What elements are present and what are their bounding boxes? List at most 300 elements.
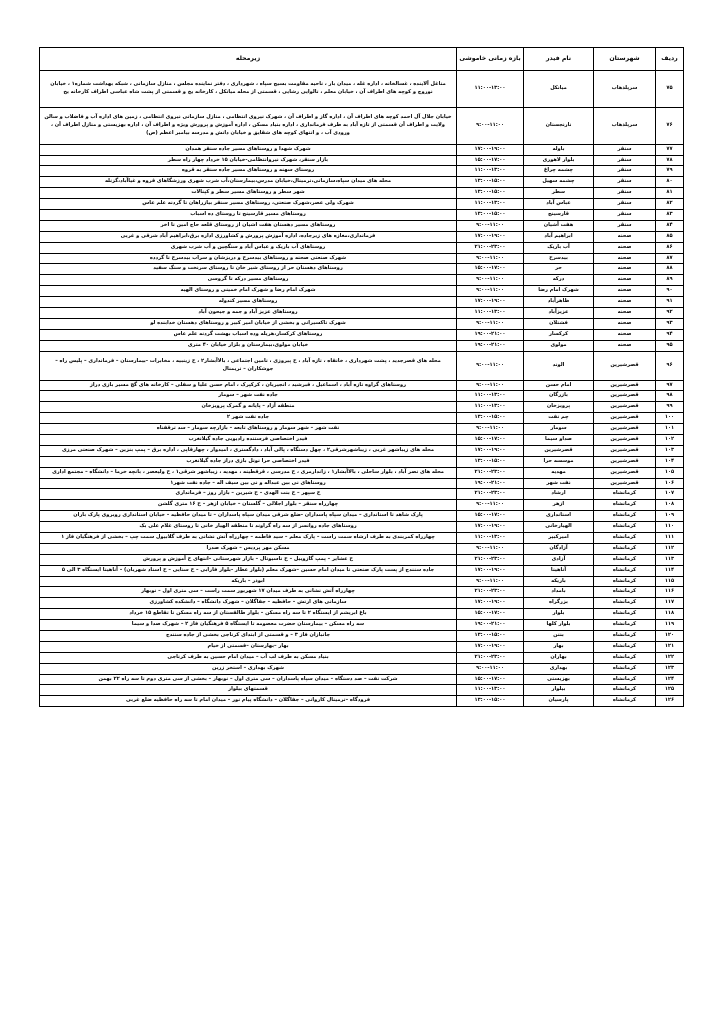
cell-subarea: روستای سهنه و روستاهای مسیر جاده سنقر به قروه: [40, 166, 457, 177]
cell-radif: ۱۱۸: [656, 609, 684, 620]
cell-time: ۱۱:۰۰-۱۳:۰۰: [457, 685, 524, 696]
table-body: [40, 70, 684, 707]
cell-feeder: پارسیان: [524, 696, 594, 707]
table-row: [40, 685, 684, 696]
cell-radif: ۱۲۵: [656, 685, 684, 696]
table-row: [40, 107, 684, 144]
cell-time: ۱۳:۰۰-۱۵:۰۰: [457, 209, 524, 220]
cell-time: ۹:۰۰-۱۱:۰۰: [457, 380, 524, 391]
cell-radif: ۱۱۱: [656, 533, 684, 544]
cell-city: سنقر: [594, 155, 656, 166]
cell-subarea: شهرک صنعتی صحنه و روستاهای بیدسرخ و دریزشان و سراب بیدسرخ تا گردده: [40, 253, 457, 264]
cell-city: کرمانشاه: [594, 587, 656, 598]
table-row: [40, 242, 684, 253]
cell-radif: ۷۹: [656, 166, 684, 177]
cell-feeder: بامداد: [524, 587, 594, 598]
table-row: [40, 500, 684, 511]
cell-subarea: مسکن مهر پردیس – شهرک صدرا: [40, 543, 457, 554]
cell-time: ۹:۰۰-۱۱:۰۰: [457, 286, 524, 297]
cell-time: ۹:۰۰-۱۱:۰۰: [457, 351, 524, 380]
cell-feeder: بلوار: [524, 609, 594, 620]
cell-feeder: امیرکبیر: [524, 533, 594, 544]
cell-radif: ۸۸: [656, 264, 684, 275]
cell-feeder: قارسینج: [524, 209, 594, 220]
cell-subarea: جانبازان فاز ۳ – و قسمتی از ابتدای کرناجی بخشی از جاده سنندج: [40, 631, 457, 642]
table-row: [40, 391, 684, 402]
table-row: [40, 380, 684, 391]
cell-feeder: میانکل: [524, 70, 594, 107]
cell-city: کرمانشاه: [594, 631, 656, 642]
cell-radif: ۱۱۲: [656, 543, 684, 554]
cell-time: ۹:۰۰-۱۱:۰۰: [457, 220, 524, 231]
table-row: [40, 663, 684, 674]
table-row: [40, 209, 684, 220]
cell-radif: ۸۷: [656, 253, 684, 264]
cell-subarea: قسمتهای بیلوار: [40, 685, 457, 696]
cell-radif: ۸۴: [656, 220, 684, 231]
cell-subarea: روستاهای عزیز آباد و جمه و جیحون آباد: [40, 307, 457, 318]
cell-time: ۱۹:۰۰-۲۱:۰۰: [457, 478, 524, 489]
cell-subarea: منطقه آزاد – پایانه و گمرک پرویزخان: [40, 402, 457, 413]
cell-subarea: سازمانی های ارتش – حافظیه – جفاگلان – شهرک دانشگاه – دانشکده کشاورزی: [40, 598, 457, 609]
table-row: [40, 199, 684, 210]
cell-time: ۱۳:۰۰-۱۵:۰۰: [457, 631, 524, 642]
cell-subarea: چهارراه کمربندی به طرف ارشاه سمت راست – پارک معلم – سید فاطمه – چهارراه آتش نشانی به طرف گلابیول سمت چپ – بخشی از فرهنگیان فاز ۱: [40, 533, 457, 544]
cell-feeder: بهاران: [524, 652, 594, 663]
cell-feeder: بلوار کلها: [524, 620, 594, 631]
column-header-shahrestan: شهرستان: [594, 48, 656, 71]
table-row: [40, 402, 684, 413]
table-row: [40, 318, 684, 329]
cell-time: ۹:۰۰-۱۱:۰۰: [457, 253, 524, 264]
table-row: [40, 489, 684, 500]
cell-radif: ۱۰۷: [656, 489, 684, 500]
cell-time: ۹:۰۰-۱۱:۰۰: [457, 543, 524, 554]
table-row: [40, 565, 684, 576]
cell-subarea: جاده نفت شهر – سومار: [40, 391, 457, 402]
cell-subarea: باغ ابریشم از ایستگاه ۲ تا سه راه مسکن – بلوار طالقستان از سه راه مسکن تا تقاطع ۱۵ خرداد: [40, 609, 457, 620]
cell-subarea: جاده سنندج از پست پارک صنعتی تا میدان امام حسین –شهرک معلم (بلوار عطار -بلوار فارابی – خ سنایی – خ اسناد شهربان) – آناهیتا ایستگاه ۳ الی ۵: [40, 565, 457, 576]
cell-feeder: سطر: [524, 188, 594, 199]
cell-feeder: الوند: [524, 351, 594, 380]
cell-subarea: فرودگاه –ترمینال کاروانی – جفاگلان – دانشگاه پیام نور – میدان امام تا سه راه حافظیه ضلع غربی: [40, 696, 457, 707]
cell-city: قصرشیرین: [594, 434, 656, 445]
cell-feeder: قصرشیرین: [524, 445, 594, 456]
cell-feeder: درکه: [524, 275, 594, 286]
cell-subarea: شهرک شهدا و روستاهای مسیر جاده سنقر همدان: [40, 144, 457, 155]
cell-radif: ۹۰: [656, 286, 684, 297]
cell-radif: ۱۰۶: [656, 478, 684, 489]
cell-feeder: ازهر: [524, 500, 594, 511]
cell-subarea: شرکت نفت – صد دستگاه – میدان سپاه پاسداران – سی متری اول – نوبهار – بخشی از سی متری دوم تا سه راه ۲۲ بهمن: [40, 674, 457, 685]
column-header-feeder: نام فیدر: [524, 48, 594, 71]
cell-subarea: شهرک امام رضا و شهرک امام خمینی و روستای الهیه: [40, 286, 457, 297]
cell-city: قصرشیرین: [594, 467, 656, 478]
cell-feeder: صداو سیما: [524, 434, 594, 445]
table-row: [40, 652, 684, 663]
cell-city: کرمانشاه: [594, 554, 656, 565]
cell-time: ۱۱:۰۰-۱۳:۰۰: [457, 533, 524, 544]
table-row: [40, 286, 684, 297]
cell-city: صحنه: [594, 231, 656, 242]
cell-time: ۲۱:۰۰-۲۳:۰۰: [457, 489, 524, 500]
table-row: [40, 155, 684, 166]
table-row: [40, 533, 684, 544]
cell-subarea: بازار سنقر، شهرک نیروانتظامی-خیابان ۱۵ خرداد چهار راه سطر: [40, 155, 457, 166]
table-row: [40, 231, 684, 242]
cell-feeder: الهیارخانی: [524, 522, 594, 533]
table-row: [40, 631, 684, 642]
table-row: [40, 351, 684, 380]
cell-city: سرپلذهاب: [594, 70, 656, 107]
table-row: [40, 641, 684, 652]
cell-radif: ۱۲۶: [656, 696, 684, 707]
cell-time: ۹:۰۰-۱۱:۰۰: [457, 318, 524, 329]
cell-city: کرمانشاه: [594, 533, 656, 544]
cell-time: ۱۱:۰۰-۱۳:۰۰: [457, 391, 524, 402]
cell-radif: ۱۰۰: [656, 413, 684, 424]
table-row: [40, 177, 684, 188]
cell-subarea: بهار –بهارستان –قسمتی از خیام: [40, 641, 457, 652]
cell-time: ۱۷:۰۰-۱۹:۰۰: [457, 297, 524, 308]
cell-city: قصرشیرین: [594, 478, 656, 489]
cell-time: ۹:۰۰-۱۱:۰۰: [457, 424, 524, 435]
table-row: [40, 220, 684, 231]
cell-city: کرمانشاه: [594, 696, 656, 707]
cell-time: ۱۳:۰۰-۱۵:۰۰: [457, 413, 524, 424]
cell-radif: ۸۳: [656, 209, 684, 220]
cell-radif: ۹۹: [656, 402, 684, 413]
cell-feeder: موسسه حرا: [524, 456, 594, 467]
cell-feeder: پرویزخان: [524, 402, 594, 413]
cell-city: کرمانشاه: [594, 511, 656, 522]
cell-subarea: روستاهای مسیر دهستان هفت اشیان از روستای قلعه حاج امین تا اخر: [40, 220, 457, 231]
table-row: [40, 275, 684, 286]
cell-city: کرمانشاه: [594, 685, 656, 696]
table-row: [40, 264, 684, 275]
cell-radif: ۹۳: [656, 318, 684, 329]
cell-city: سنقر: [594, 220, 656, 231]
cell-subarea: چهارراه سنقر – بلوار اجلالی – گلستان – خیابان ازهر – خ ۱۶ متری گلشن: [40, 500, 457, 511]
cell-time: ۱۳:۰۰-۱۵:۰۰: [457, 188, 524, 199]
cell-subarea: سه راه مسکن – بیمارستان حضرت معصومه تا ایستگاه ۵ فرهنگیان فاز ۲ – شهرک صدا و سیما: [40, 620, 457, 631]
cell-radif: ۱۱۵: [656, 576, 684, 587]
cell-feeder: آزادگان: [524, 543, 594, 554]
cell-feeder: بیدسرخ: [524, 253, 594, 264]
table-header: [40, 48, 684, 71]
cell-city: صحنه: [594, 275, 656, 286]
cell-city: صحنه: [594, 242, 656, 253]
table-container: [40, 47, 684, 707]
cell-radif: ۷۸: [656, 155, 684, 166]
table-row: [40, 329, 684, 340]
cell-feeder: باوله: [524, 144, 594, 155]
cell-subarea: روستاهای کرکسار،هریله وده اسباب بهشت گردنه علم عاس: [40, 329, 457, 340]
cell-feeder: بزرگراه: [524, 598, 594, 609]
cell-time: ۱۵:۰۰-۱۷:۰۰: [457, 264, 524, 275]
cell-feeder: چشمه سهیل: [524, 177, 594, 188]
table-row: [40, 478, 684, 489]
cell-time: ۱۷:۰۰-۱۹:۰۰: [457, 641, 524, 652]
cell-time: ۱۳:۰۰-۱۵:۰۰: [457, 456, 524, 467]
cell-subarea: نفت شهر – شهر سومار و روستاهای تابعه – بازارچه سومار – سد ترقفناه: [40, 424, 457, 435]
cell-time: ۹:۰۰-۱۱:۰۰: [457, 500, 524, 511]
cell-subarea: ابوذر – باریکه: [40, 576, 457, 587]
cell-time: ۱۵:۰۰-۱۷:۰۰: [457, 434, 524, 445]
cell-radif: ۱۰۴: [656, 456, 684, 467]
table-row: [40, 434, 684, 445]
table-row: [40, 166, 684, 177]
cell-subarea: محله های زیباشهر غربی ، زیباشهرشرقی۲ ، چهل دستگاه ، پالی آباد ، دادگستری ، امیدوار ، چهارقاپی ، اداره برق – پمپ بنزین – شهرک صنعتی مرزی: [40, 445, 457, 456]
cell-feeder: بنتن: [524, 631, 594, 642]
cell-feeder: ارشاد: [524, 489, 594, 500]
cell-feeder: چم نفت: [524, 413, 594, 424]
table-row: [40, 554, 684, 565]
cell-subarea: چهارراه آتش نشانی به طرف میدان ۱۷ شهریور سمت راست – سی متری اول – نوبهار: [40, 587, 457, 598]
cell-feeder: بهار: [524, 641, 594, 652]
cell-city: کرمانشاه: [594, 576, 656, 587]
column-header-radif: ردیف: [656, 48, 684, 71]
cell-feeder: مهدیه: [524, 467, 594, 478]
cell-time: ۱۵:۰۰-۱۷:۰۰: [457, 609, 524, 620]
cell-subarea: خیابان جلال آل احمد کوچه های اطراف آن ، اداره گاز و اطراف آن ، شهرک نیروی انتظامی ، منازل سازمانی نیروی انتظامی ، زمین های اداره آب و فاضلاب و سالن ولایت و اطراف آن قسمتی از تازه آباد به طرف فرمانداری ، اداره بنیاد مسکن ، اداره آموزش و پرورش ویژه و اطراف آن ، اداره بهزیستی و منازل اطراف آن ، ورودی آب ، و انتهای کوچه های شقایق و خیابان دانش و مدرسه بیامبر اعظم (ص): [40, 107, 457, 144]
cell-feeder: عباس آباد: [524, 199, 594, 210]
cell-time: ۱۷:۰۰-۱۹:۰۰: [457, 445, 524, 456]
cell-time: ۱۱:۰۰-۱۳:۰۰: [457, 166, 524, 177]
cell-city: سرپلذهاب: [594, 107, 656, 144]
cell-subarea: روستاهای گراوه تازه آباد ، اسماعیل ، قبرشید ، انجیربان ، کرکپرک ، امام حسن علیا و سفلی – کارخانه های گچ مسیر بازی دراز: [40, 380, 457, 391]
cell-radif: ۱۲۴: [656, 674, 684, 685]
table-row: [40, 307, 684, 318]
column-header-time: بازه زمانی خاموشی: [457, 48, 524, 71]
cell-time: ۱۵:۰۰-۱۷:۰۰: [457, 155, 524, 166]
cell-subarea: شهرک ولی عصر،شهرک صنعتی، روستاهای مسیر سنقر بیازراهان تا گردنه علم عاس: [40, 199, 457, 210]
cell-radif: ۸۵: [656, 231, 684, 242]
table-row: [40, 467, 684, 478]
cell-city: قصرشیرین: [594, 351, 656, 380]
cell-city: سنقر: [594, 188, 656, 199]
cell-time: ۱۹:۰۰-۲۱:۰۰: [457, 329, 524, 340]
cell-feeder: فشتلان: [524, 318, 594, 329]
cell-time: ۲۱:۰۰-۲۳:۰۰: [457, 587, 524, 598]
cell-city: سنقر: [594, 144, 656, 155]
cell-subarea: شهرک تاکسیرانی و بخشی از خیابان امیر کبیر و روستاهای دهستان خدابنده لو: [40, 318, 457, 329]
cell-subarea: روستاهای مسیر درکه تا گروسی: [40, 275, 457, 286]
cell-feeder: ظاهرآباد: [524, 297, 594, 308]
table-row: [40, 413, 684, 424]
cell-radif: ۱۰۹: [656, 511, 684, 522]
cell-radif: ۱۲۰: [656, 631, 684, 642]
cell-city: کرمانشاه: [594, 674, 656, 685]
cell-city: کرمانشاه: [594, 652, 656, 663]
table-row: [40, 188, 684, 199]
cell-radif: ۱۱۰: [656, 522, 684, 533]
cell-radif: ۸۹: [656, 275, 684, 286]
cell-subarea: روستاهای نی بین عبداله و نی بین سیف اله – جاده نفت شهر۱: [40, 478, 457, 489]
cell-subarea: شهرک بهداری – استخر زرین: [40, 663, 457, 674]
cell-radif: ۷۵: [656, 70, 684, 107]
table-header-row: [40, 48, 684, 71]
cell-city: قصرشیرین: [594, 424, 656, 435]
cell-subarea: بنیاد مسکن به طرف لب آب – میدان امام حسین به طرف کرناجی: [40, 652, 457, 663]
cell-feeder: ابراهیم آباد: [524, 231, 594, 242]
cell-time: ۲۱:۰۰-۲۳:۰۰: [457, 652, 524, 663]
cell-time: ۹:۰۰-۱۱:۰۰: [457, 275, 524, 286]
cell-time: ۲۱:۰۰-۲۳:۰۰: [457, 554, 524, 565]
table-row: [40, 70, 684, 107]
cell-subarea: پارک شاهد تا استانداری – میدان سپاه پاسداران -ضلع شرقی میدان سپاه پاسداران – تا میدان حافظیه – خیابان استانداری روبروی پارک باران: [40, 511, 457, 522]
cell-time: ۲۱:۰۰-۲۳:۰۰: [457, 467, 524, 478]
cell-feeder: بلوار لاهوری: [524, 155, 594, 166]
table-row: [40, 297, 684, 308]
table-row: [40, 696, 684, 707]
cell-city: سنقر: [594, 166, 656, 177]
cell-subarea: متاغل آلاینده ، غسالخانه ، اداره غله ، میدان بار ، ناحیه مقاومت بسیج سپاه ، شهرداری ، دفتر نماینده مجلس ، منازل سازمانی ، شبکه بهداشت شماره۱ ، خیابان نوروچ و کوچه های اطراف آن ، خیابان معلم ، تالوایی رشایی ، قسمتی از محله میانکل ، کارخانه یخ و قسمتی از پشت شاه عباسی اطراف کارخانه یخ: [40, 70, 457, 107]
cell-city: صحنه: [594, 297, 656, 308]
cell-subarea: خ عشایر – پمپ گازوییل – خ تاسیوتال – بازار شهرستانی –انتهای خ آموزش و پرورش: [40, 554, 457, 565]
cell-radif: ۱۰۳: [656, 445, 684, 456]
cell-time: ۱۵:۰۰-۱۷:۰۰: [457, 674, 524, 685]
cell-subarea: روستاهای جاده روانسر از سه راه گراوند تا منطقه الهیار خانی تا روستای غلام علی بک: [40, 522, 457, 533]
cell-time: ۱۱:۰۰-۱۳:۰۰: [457, 199, 524, 210]
cell-subarea: فیدر اختصاصی حرا توتل بازی دراز جاده گیلانغرب: [40, 456, 457, 467]
cell-feeder: حر: [524, 264, 594, 275]
cell-radif: ۹۶: [656, 351, 684, 380]
cell-feeder: شهرک امام رضا: [524, 286, 594, 297]
cell-subarea: محله های قصرجدید ، پشت شهرداری ، خانقاه ، تازه آباد ، خ پیروزی ، تامین اجتماعی ، بالاآبشار۲ ، خ زینبیه ، مخابرات -بیمارستان – فرمانداری – پلیس راه – جوشکاران – تریمنال: [40, 351, 457, 380]
cell-city: سنقر: [594, 199, 656, 210]
cell-city: سنقر: [594, 209, 656, 220]
cell-city: قصرشیرین: [594, 413, 656, 424]
cell-radif: ۹۸: [656, 391, 684, 402]
table-row: [40, 576, 684, 587]
cell-feeder: چشمه چراغ: [524, 166, 594, 177]
table-row: [40, 424, 684, 435]
cell-feeder: آب باریک: [524, 242, 594, 253]
cell-radif: ۱۰۱: [656, 424, 684, 435]
cell-radif: ۱۲۲: [656, 652, 684, 663]
cell-time: ۱۹:۰۰-۲۱:۰۰: [457, 340, 524, 351]
table-row: [40, 543, 684, 554]
table-row: [40, 456, 684, 467]
cell-city: صحنه: [594, 286, 656, 297]
cell-subarea: فیدر اختصاصی فرستنده رادیویی جاده گیلانغرب: [40, 434, 457, 445]
cell-radif: ۹۲: [656, 307, 684, 318]
cell-radif: ۷۶: [656, 107, 684, 144]
cell-feeder: عزیزآباد: [524, 307, 594, 318]
cell-time: ۱۱:۰۰-۱۳:۰۰: [457, 307, 524, 318]
table-row: [40, 445, 684, 456]
cell-city: صحنه: [594, 329, 656, 340]
cell-city: کرمانشاه: [594, 500, 656, 511]
table-row: [40, 522, 684, 533]
cell-feeder: امام حسن: [524, 380, 594, 391]
cell-city: کرمانشاه: [594, 663, 656, 674]
cell-radif: ۹۴: [656, 329, 684, 340]
cell-city: کرمانشاه: [594, 620, 656, 631]
cell-radif: ۸۰: [656, 177, 684, 188]
cell-radif: ۹۱: [656, 297, 684, 308]
cell-city: قصرشیرین: [594, 445, 656, 456]
cell-city: کرمانشاه: [594, 543, 656, 554]
cell-time: ۹:۰۰-۱۱:۰۰: [457, 663, 524, 674]
cell-radif: ۹۵: [656, 340, 684, 351]
cell-radif: ۷۷: [656, 144, 684, 155]
cell-radif: ۱۰۵: [656, 467, 684, 478]
cell-radif: ۱۱۷: [656, 598, 684, 609]
cell-feeder: نارنجستان: [524, 107, 594, 144]
cell-city: کرمانشاه: [594, 609, 656, 620]
cell-feeder: بازرگان: [524, 391, 594, 402]
cell-city: صحنه: [594, 307, 656, 318]
cell-time: ۹:۰۰-۱۱:۰۰: [457, 576, 524, 587]
cell-time: ۱۱:۰۰-۱۳:۰۰: [457, 402, 524, 413]
cell-subarea: روستاهای دهستان حر از روستای شیر خان تا روستای سرنخت و سنگ سفید: [40, 264, 457, 275]
cell-time: ۱۷:۰۰-۱۹:۰۰: [457, 144, 524, 155]
cell-city: قصرشیرین: [594, 391, 656, 402]
cell-feeder: هفت آشیان: [524, 220, 594, 231]
cell-feeder: بهداری: [524, 663, 594, 674]
cell-city: صحنه: [594, 340, 656, 351]
table-row: [40, 144, 684, 155]
cell-city: صحنه: [594, 253, 656, 264]
cell-subarea: فرمانداری،مغازه های زیرجاده، اداره آموزش پرورش و کشاورزی اداره برق،ابراهیم آباد شرقی و غربی: [40, 231, 457, 242]
cell-time: ۱۵:۰۰-۱۷:۰۰: [457, 511, 524, 522]
cell-city: قصرشیرین: [594, 456, 656, 467]
cell-subarea: محله های نصر آباد ، بلوار ساحلی ، بالاآبشار۱ ، زاندارمری ، خ مدرسی ، قرقطینه ، مهدیه ، زیباشهر شرقی۱ ، خ ولیعصر ، بانچه خرما – دانشگاه – مجتمع اداری: [40, 467, 457, 478]
cell-radif: ۱۱۳: [656, 554, 684, 565]
cell-subarea: روستاهای مسیر قارسینج تا روستای ده اسباب: [40, 209, 457, 220]
table-row: [40, 598, 684, 609]
cell-radif: ۸۲: [656, 199, 684, 210]
cell-radif: ۱۱۴: [656, 565, 684, 576]
cell-subarea: خ سپهر – خ بنت الهدی – خ شیرین – بازار روز – فرمانداری: [40, 489, 457, 500]
cell-radif: ۹۷: [656, 380, 684, 391]
cell-radif: ۸۱: [656, 188, 684, 199]
cell-subarea: محله های میدان سپاه،سازمانی،ترمینال،خیابان مدرس،بیمارستان،آب شرب شهری ورزشگاهای قروه و غیاآباد،گزنله: [40, 177, 457, 188]
cell-radif: ۱۲۳: [656, 663, 684, 674]
cell-time: ۲۱:۰۰-۲۳:۰۰: [457, 242, 524, 253]
cell-city: صحنه: [594, 264, 656, 275]
cell-time: ۱۹:۰۰-۲۱:۰۰: [457, 620, 524, 631]
cell-city: قصرشیرین: [594, 380, 656, 391]
cell-subarea: جاده نفت شهر ۲: [40, 413, 457, 424]
table-row: [40, 253, 684, 264]
cell-city: صحنه: [594, 318, 656, 329]
cell-city: کرمانشاه: [594, 565, 656, 576]
table-row: [40, 587, 684, 598]
cell-radif: ۱۱۶: [656, 587, 684, 598]
cell-subarea: خیابان مولوی،بیمارستان و بلزار خیابان ۴۰ متری: [40, 340, 457, 351]
cell-time: ۱۷:۰۰-۱۹:۰۰: [457, 231, 524, 242]
cell-feeder: کرکسار: [524, 329, 594, 340]
cell-city: کرمانشاه: [594, 489, 656, 500]
cell-city: کرمانشاه: [594, 641, 656, 652]
cell-radif: ۱۲۱: [656, 641, 684, 652]
cell-radif: ۱۰۸: [656, 500, 684, 511]
table-row: [40, 340, 684, 351]
cell-city: سنقر: [594, 177, 656, 188]
cell-feeder: بهزیستی: [524, 674, 594, 685]
cell-feeder: آناهیتا: [524, 565, 594, 576]
table-row: [40, 511, 684, 522]
table-row: [40, 609, 684, 620]
table-row: [40, 674, 684, 685]
table-row: [40, 620, 684, 631]
cell-time: ۱۷:۰۰-۱۹:۰۰: [457, 522, 524, 533]
cell-subarea: روستاهای آب باریک و عباس آباد و سنگچین و آب شرب شهری: [40, 242, 457, 253]
cell-time: ۱۳:۰۰-۱۵:۰۰: [457, 177, 524, 188]
